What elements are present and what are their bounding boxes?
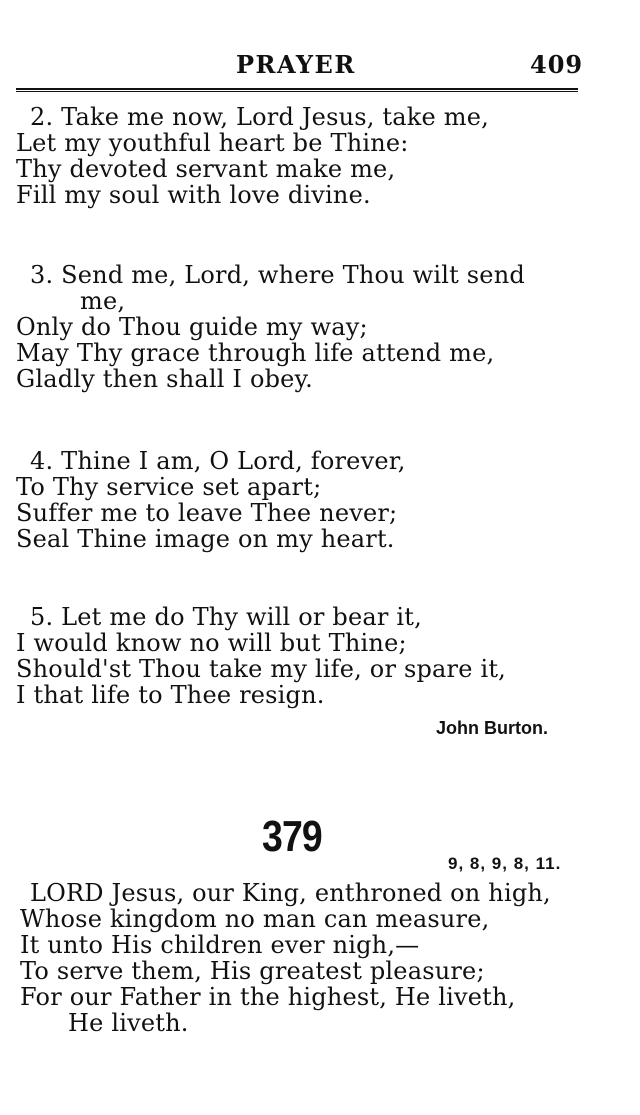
hymn-meter: 9, 8, 9, 8, 11. bbox=[448, 854, 562, 873]
verse-line: I that life to Thee resign. bbox=[16, 681, 325, 709]
verse-line: Whose kingdom no man can measure, bbox=[20, 905, 490, 933]
verse-line: 5. Let me do Thy will or bear it, bbox=[30, 603, 422, 631]
verse-line: For our Father in the highest, He liveth, bbox=[20, 983, 516, 1011]
page-number: 409 bbox=[530, 50, 584, 79]
verse-line: It unto His children ever nigh,— bbox=[20, 931, 420, 959]
verse-line: Fill my soul with love divine. bbox=[16, 181, 371, 209]
verse-line: To serve them, His greatest pleasure; bbox=[20, 957, 485, 985]
verse-line: Should'st Thou take my life, or spare it, bbox=[16, 655, 506, 683]
page-header bbox=[0, 50, 640, 84]
verse-line: Let my youthful heart be Thine: bbox=[16, 129, 409, 157]
verse-line: 3. Send me, Lord, where Thou wilt send bbox=[30, 261, 525, 289]
verse-line-continuation: He liveth. bbox=[68, 1009, 189, 1037]
verse-line: Only do Thou guide my way; bbox=[16, 313, 368, 341]
verse-line: To Thy service set apart; bbox=[16, 473, 322, 501]
verse-line: I would know no will but Thine; bbox=[16, 629, 407, 657]
verse-line: LORD Jesus, our King, enthroned on high, bbox=[30, 879, 551, 907]
stanza-2 bbox=[0, 104, 640, 208]
section-title: PRAYER bbox=[236, 50, 356, 79]
stanza-4 bbox=[0, 448, 640, 552]
verse-line-continuation: me, bbox=[80, 287, 126, 315]
verse-line: May Thy grace through life attend me, bbox=[16, 339, 495, 367]
verse-line: Thy devoted servant make me, bbox=[16, 155, 396, 183]
verse-line: Suffer me to leave Thee never; bbox=[16, 499, 398, 527]
hymn-number: 379 bbox=[262, 812, 322, 861]
author-attribution: John Burton. bbox=[436, 718, 548, 738]
stanza-3 bbox=[0, 262, 640, 392]
hymn-379-stanza-1 bbox=[0, 880, 640, 1036]
header-rule bbox=[16, 88, 578, 92]
verse-line: 2. Take me now, Lord Jesus, take me, bbox=[30, 103, 489, 131]
verse-line: Seal Thine image on my heart. bbox=[16, 525, 395, 553]
stanza-5 bbox=[0, 604, 640, 708]
verse-line: Gladly then shall I obey. bbox=[16, 365, 313, 393]
verse-line: 4. Thine I am, O Lord, forever, bbox=[30, 447, 406, 475]
